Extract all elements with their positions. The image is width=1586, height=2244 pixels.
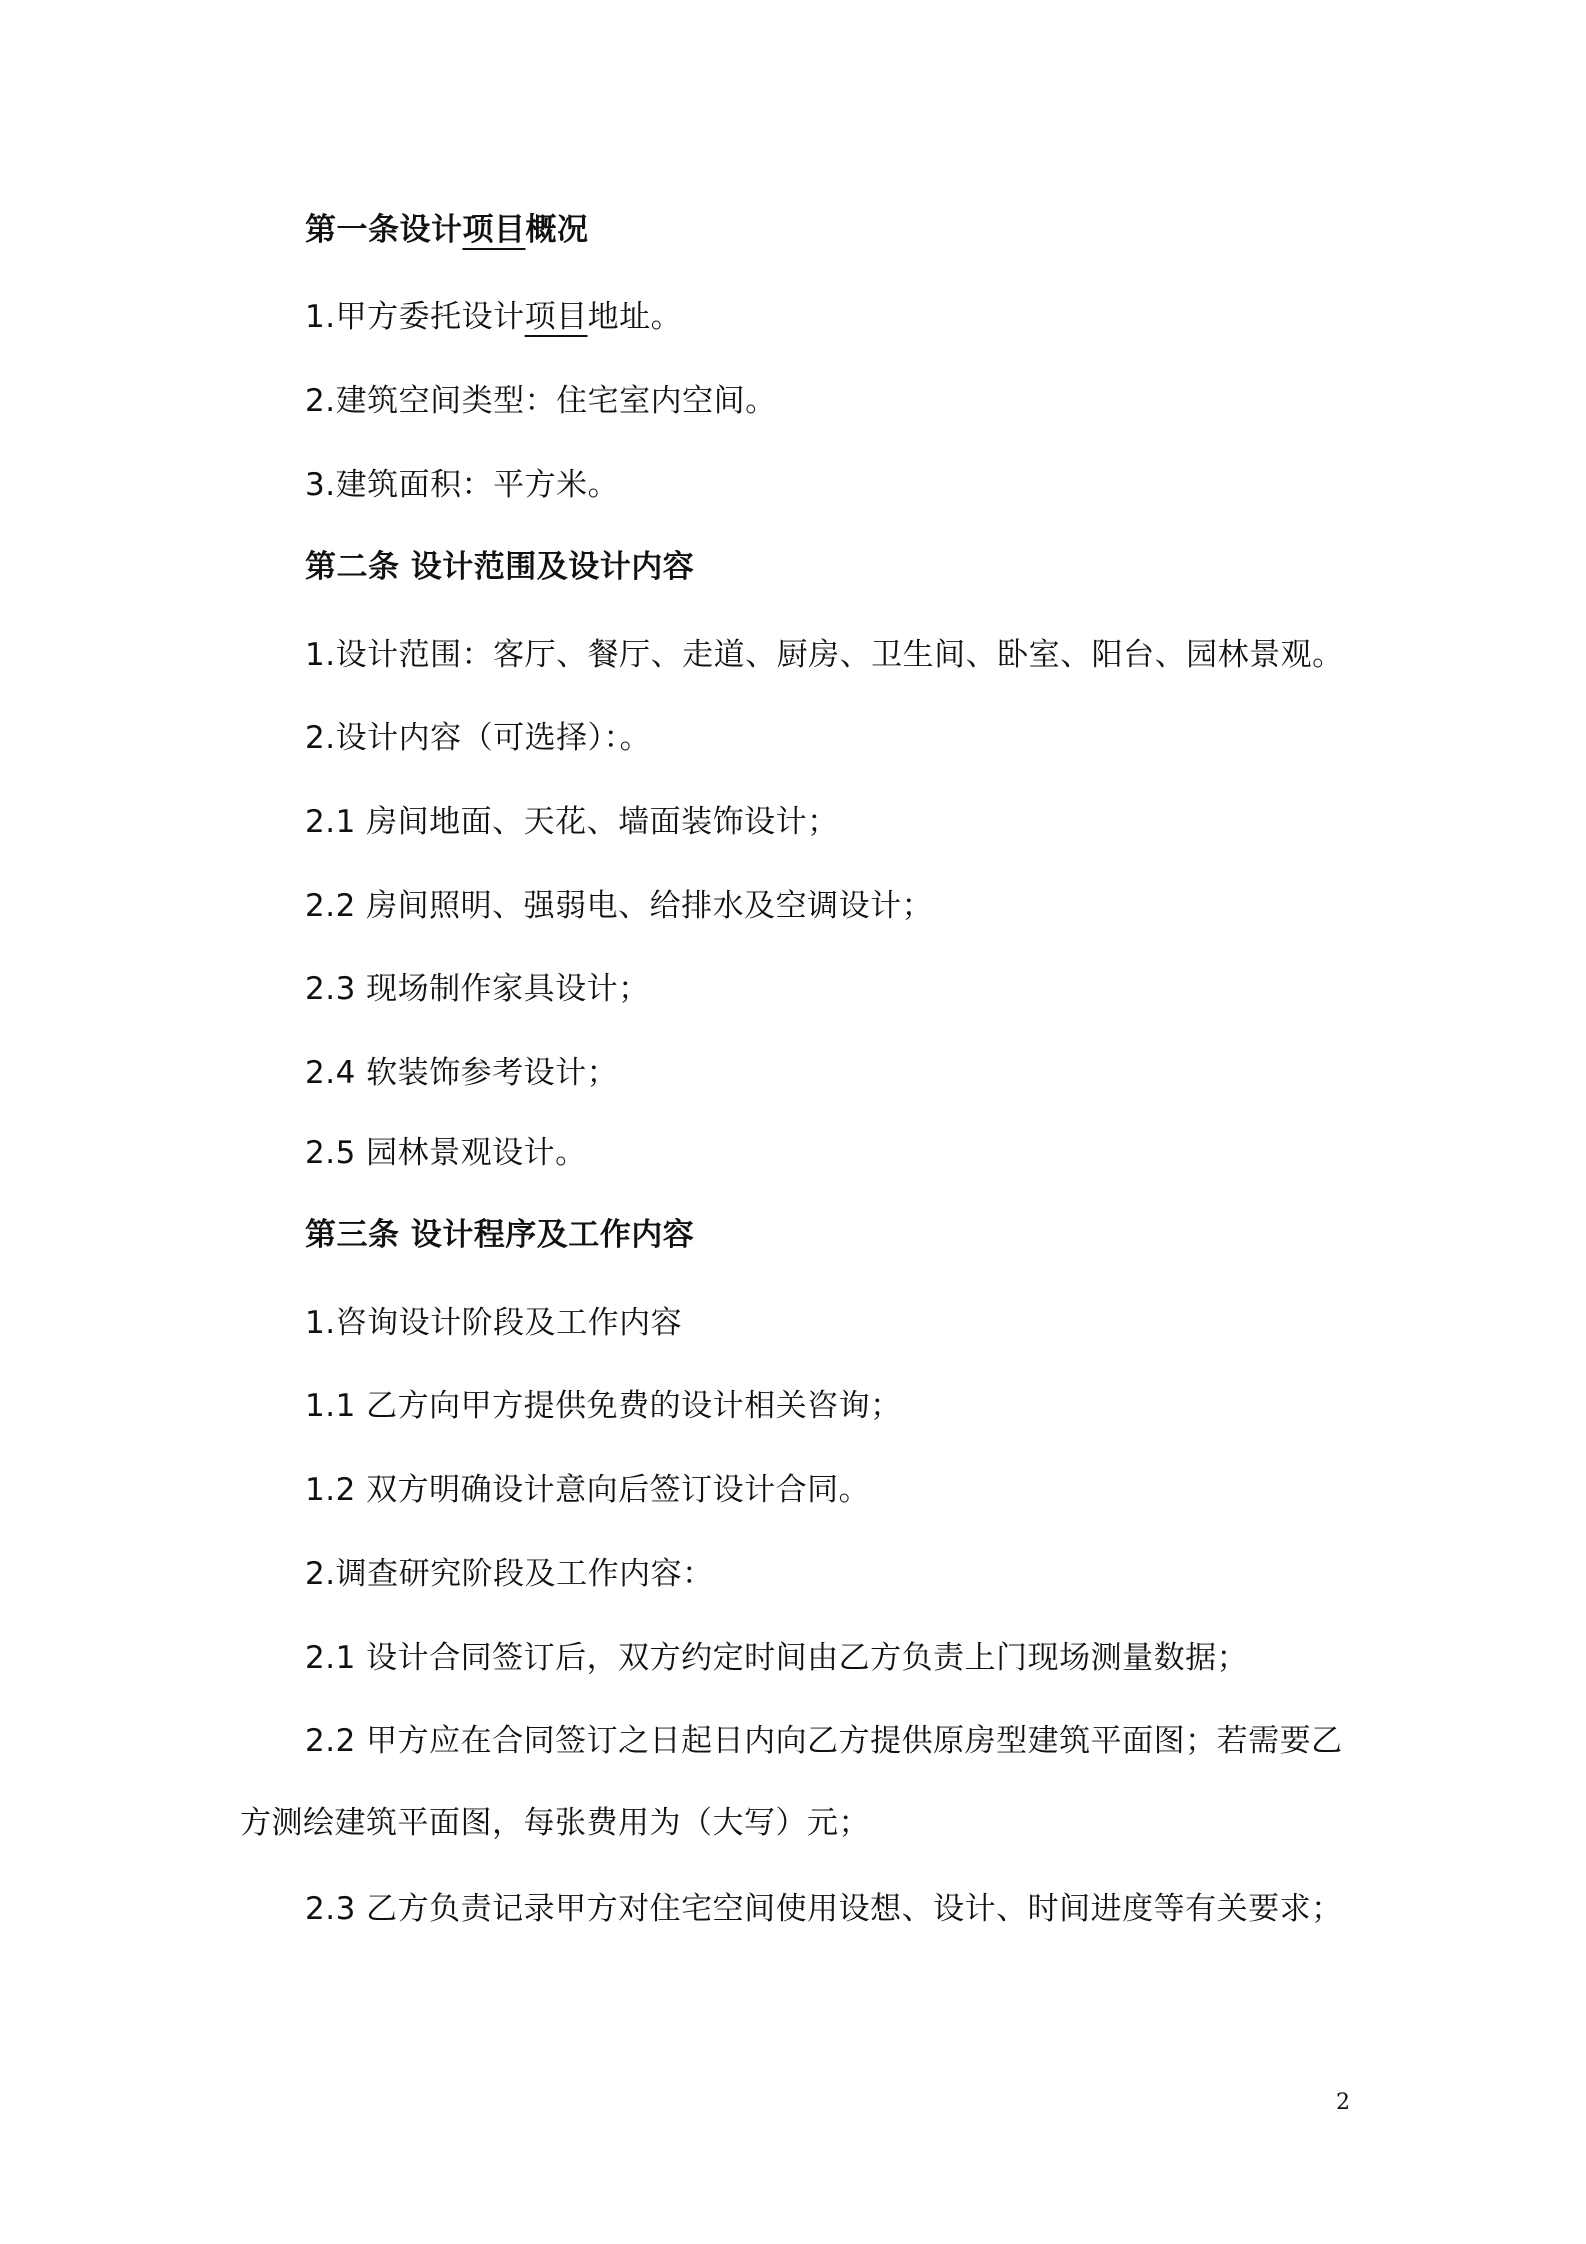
section-3-item-6-line-2: 方测绘建筑平面图，每张费用为（大写）元； — [240, 1805, 870, 1841]
section-3-item-5: 2.1 设计合同签订后，双方约定时间由乙方负责上门现场测量数据； — [305, 1640, 1249, 1676]
section-3-item-4: 2.调查研究阶段及工作内容： — [305, 1556, 714, 1592]
section-2-item-7: 2.5 园林景观设计。 — [305, 1135, 587, 1171]
section-3-item-1: 1.咨询设计阶段及工作内容 — [305, 1305, 683, 1341]
section-2-heading: 第二条 设计范围及设计内容 — [305, 549, 695, 585]
page-number: 2 — [1336, 2090, 1350, 2115]
section-1-heading — [305, 210, 589, 250]
section-1-heading-pre: 第一条设计 — [305, 212, 463, 248]
section-2-item-1: 1.设计范围：客厅、餐厅、走道、厨房、卫生间、卧室、阳台、园林景观。 — [305, 637, 1344, 673]
section-1-item-3: 3.建筑面积：平方米。 — [305, 467, 620, 503]
section-3-heading: 第三条 设计程序及工作内容 — [305, 1217, 695, 1253]
section-2-item-6: 2.4 软装饰参考设计； — [305, 1055, 619, 1091]
section-3-item-3: 1.2 双方明确设计意向后签订设计合同。 — [305, 1472, 871, 1508]
section-1-heading-post: 概况 — [525, 212, 589, 248]
section-3-item-2: 1.1 乙方向甲方提供免费的设计相关咨询； — [305, 1388, 902, 1424]
section-1-item-1-pre: 1.甲方委托设计 — [305, 299, 525, 335]
section-2-item-2: 2.设计内容（可选择）：。 — [305, 720, 652, 756]
section-1-item-1 — [305, 297, 682, 337]
section-3-item-7: 2.3 乙方负责记录甲方对住宅空间使用设想、设计、时间进度等有关要求； — [305, 1891, 1343, 1927]
section-2-item-4: 2.2 房间照明、强弱电、给排水及空调设计； — [305, 888, 934, 924]
section-1-item-2: 2.建筑空间类型：住宅室内空间。 — [305, 383, 777, 419]
section-1-heading-underlined: 项目 — [462, 212, 526, 248]
section-2-item-3: 2.1 房间地面、天花、墙面装饰设计； — [305, 804, 839, 840]
section-1-item-1-underlined: 项目 — [524, 299, 588, 335]
section-1-item-1-post: 地址。 — [587, 299, 683, 335]
section-3-item-6-line-1: 2.2 甲方应在合同签订之日起日内向乙方提供原房型建筑平面图；若需要乙 — [305, 1723, 1343, 1759]
section-2-item-5: 2.3 现场制作家具设计； — [305, 971, 650, 1007]
